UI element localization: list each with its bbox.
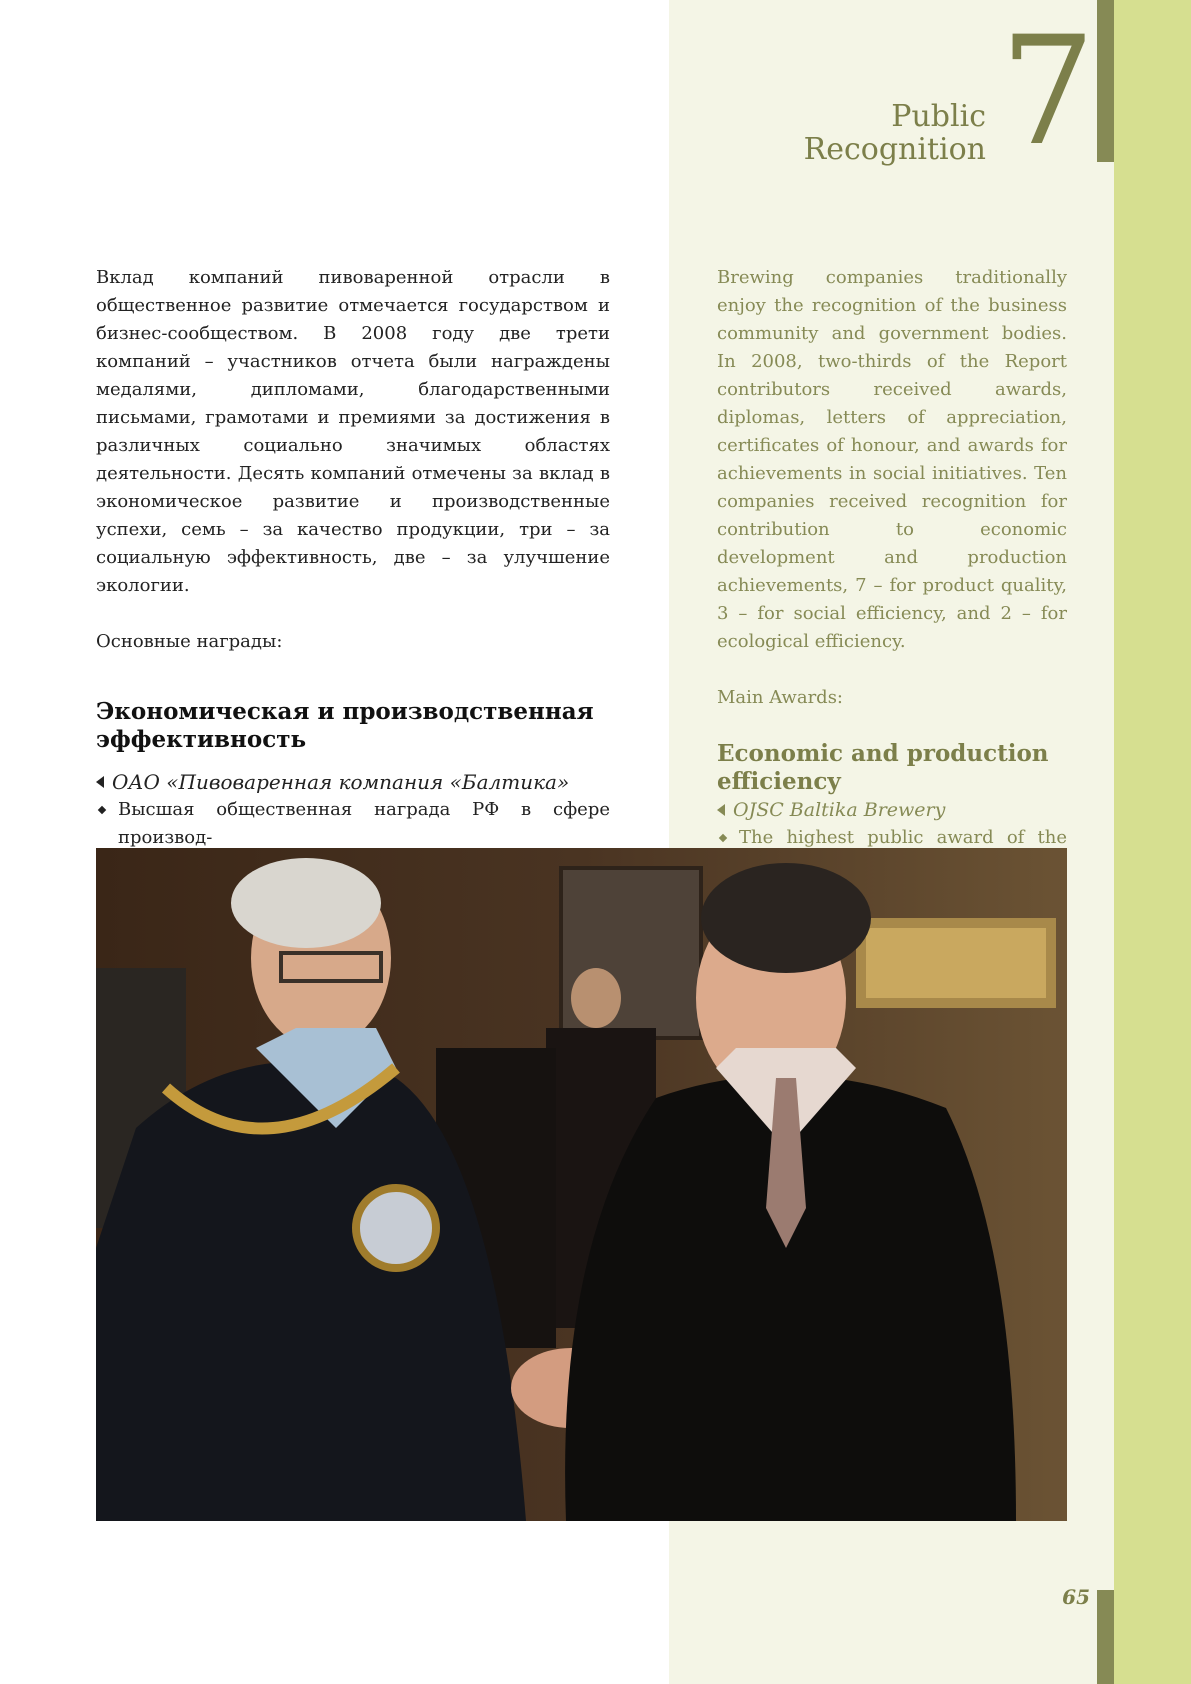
handshake-photo — [96, 848, 1067, 1521]
en-company-name: OJSC Baltika Brewery — [733, 799, 946, 821]
decorative-side-band — [1114, 0, 1191, 1684]
russian-column — [96, 264, 610, 880]
triangle-marker-icon — [96, 776, 104, 788]
ru-company-item — [96, 768, 610, 796]
en-heading-line2: efficiency — [717, 768, 841, 795]
en-heading-line1: Economic and production — [717, 740, 1049, 767]
en-main-awards-label: Main Awards: — [717, 687, 843, 708]
page-number: 65 — [1062, 1585, 1090, 1609]
en-company-item — [717, 796, 1067, 824]
ru-company-name: ОАО «Пивоваренная компания «Балтика» — [112, 770, 570, 794]
ru-bullet-line1: Высшая общественная награда РФ в сфере производ- — [118, 799, 610, 848]
en-bullet-line1: The highest public award of the — [739, 827, 1067, 848]
chapter-title-line2: Recognition — [803, 132, 986, 167]
decorative-bar-top — [1097, 0, 1114, 162]
chapter-number: 7 — [1000, 5, 1096, 179]
chapter-title — [686, 100, 986, 166]
en-section-heading — [717, 740, 1067, 796]
ru-intro-paragraph: Вклад компаний пивоваренной отрасли в общественное развитие отмечается государством и бизнес-сообществом. В 2008 году две трети компаний – участников отчета были награждены медалями, дипломами, благодарственными письмами, грамотами и премиями за достижения в различных социально значимых областях деятельности. Десять компаний отмечены за вклад в экономическое развитие и производственные успехи, семь – за качество продукции, три – за социальную эффективность, две – за улучшение экологии. — [96, 267, 610, 596]
ru-heading-line2: эффективность — [96, 726, 307, 753]
triangle-marker-icon — [717, 804, 725, 816]
en-intro-paragraph: Brewing companies traditionally enjoy the recognition of the business community and government bodies. In 2008, two-thirds of the Report contributors received awards, diplomas, letters of appreciation, certificates of honour, and awards for achievements in social initiatives. Ten companies received recognition for contribution to economic development and production achievements, 7 – for product quality, 3 – for social efficiency, and 2 – for ecological efficiency. — [717, 267, 1067, 652]
ru-heading-line1: Экономическая и производственная — [96, 698, 594, 725]
ru-section-heading — [96, 698, 610, 754]
chapter-title-line1: Public — [891, 99, 986, 134]
decorative-bar-bottom — [1097, 1590, 1114, 1684]
english-column — [717, 264, 1067, 908]
ru-main-awards-label: Основные награды: — [96, 631, 283, 652]
